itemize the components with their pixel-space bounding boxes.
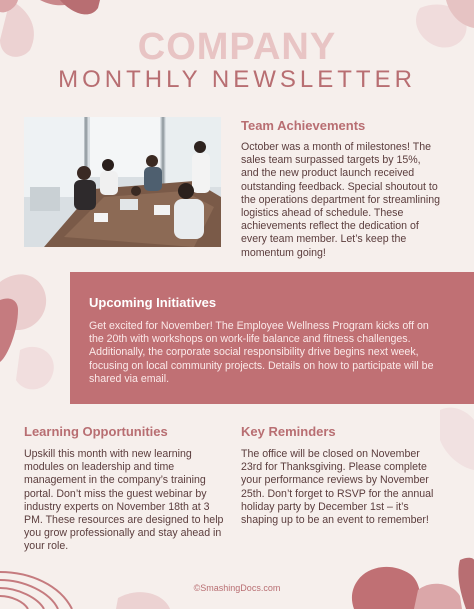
footer-credit: ©SmashingDocs.com	[193, 583, 281, 593]
learning-opportunities-body: Upskill this month with new learning modules on leadership and time management in the company’s training portal. Don’t miss the guest webinar by industry experts on November 18th at 3 PM. These resources are designed to help you grow professionally and stay ahead in your role.	[24, 448, 224, 553]
upcoming-initiatives-panel	[70, 272, 474, 404]
upcoming-initiatives-body: Get excited for November! The Employee Wellness Program kicks off on the 20th with workshops on work-life balance and fitness challenges. Additionally, the corporate social responsibility drive begins next week, focusing on local community projects. Details on how to participate will be shared via email.	[89, 320, 434, 385]
team-achievements-heading: Team Achievements	[241, 118, 366, 133]
key-reminders-body: The office will be closed on November 23rd for Thanksgiving. Please complete your performance reviews by November 25th. Don’t forget to RSVP for the annual holiday party by December 1st – it’s shaping up to be an event to remember!	[241, 448, 434, 527]
upcoming-initiatives-heading: Upcoming Initiatives	[89, 295, 217, 310]
newsletter-title: COMPANY	[137, 26, 337, 68]
key-reminders-heading: Key Reminders	[241, 424, 336, 439]
team-achievements-body: October was a month of milestones! The sales team surpassed targets by 15%, and the new product launch received outstanding feedback. Special shoutout to the operations department for streamlining logistics ahead of schedule. These achievements reflect the dedication of every team member. Let’s keep the momentum going!	[241, 141, 441, 259]
newsletter-subtitle: MONTHLY NEWSLETTER	[58, 66, 416, 93]
learning-opportunities-heading: Learning Opportunities	[24, 424, 168, 439]
team-meeting-photo	[24, 117, 221, 247]
